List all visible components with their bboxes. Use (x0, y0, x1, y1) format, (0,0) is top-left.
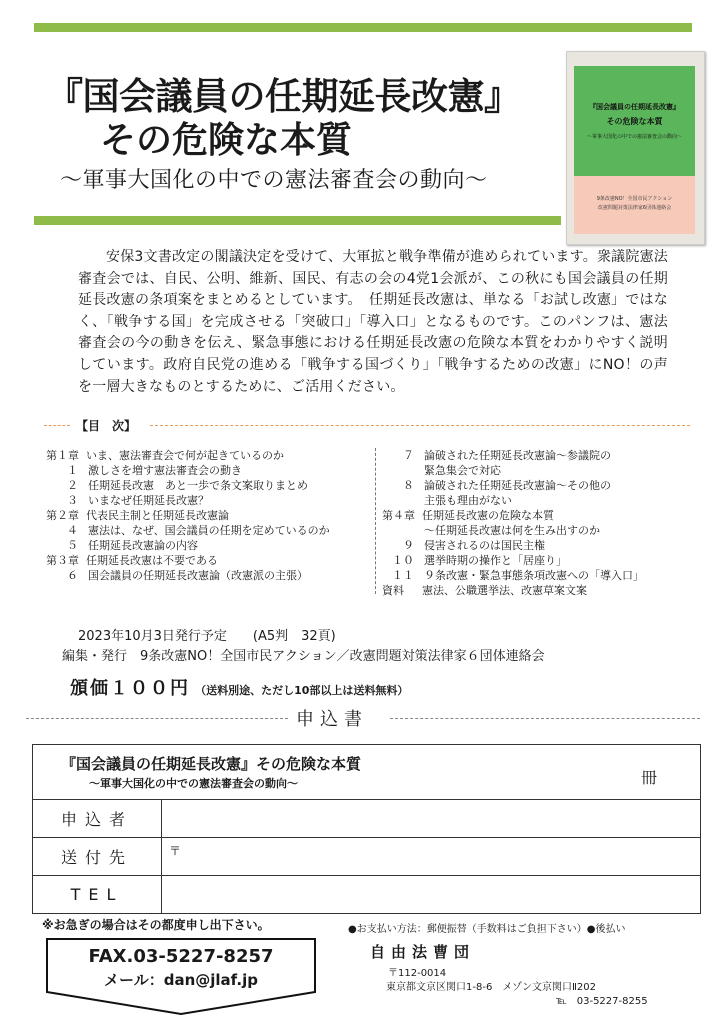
toc-item-text: 論破された任期延長改憲論～参議院の (424, 449, 611, 462)
toc-item-number: ３ (67, 494, 78, 507)
toc-item-number: ２ (67, 479, 78, 492)
applicant-row[interactable] (33, 800, 700, 838)
order-book-row (33, 745, 700, 800)
order-divider-left (26, 718, 288, 719)
book-cover-title1: 『国会議員の任期延長改憲』 (589, 103, 680, 111)
toc-item-number: 第２章 (46, 509, 79, 522)
toc-item (382, 523, 644, 538)
toc-item (382, 538, 644, 553)
toc-left-column (46, 448, 330, 583)
toc-divider-left (44, 425, 70, 426)
toc-item-number: １０ (392, 554, 414, 567)
toc-item-text: 代表民主制と任期延長改憲論 (86, 509, 229, 522)
toc-item-number: ９ (403, 539, 414, 552)
toc-item-number: ４ (67, 524, 78, 537)
toc-item (382, 493, 644, 508)
order-book-subtitle: ～軍事大国化の中での憲法審査会の動向～ (89, 777, 298, 790)
toc-item-number (382, 463, 424, 478)
toc-item (382, 568, 644, 583)
toc-item (382, 478, 644, 493)
toc-item-text: いまなぜ任期延長改憲？ (88, 494, 209, 507)
toc-item-number: ７ (403, 449, 414, 462)
toc-item-number: 第４章 (382, 509, 415, 522)
toc-right-column (382, 448, 644, 598)
toc-column-divider (375, 448, 376, 594)
book-cover-pink-panel (574, 176, 695, 234)
toc-item (382, 463, 644, 478)
order-form-heading: 申込書 (296, 709, 368, 730)
org-tel: ℡ 03-5227-8255 (556, 996, 648, 1007)
toc-item-text: 憲法、公職選挙法、改憲草案文案 (422, 584, 587, 597)
intro-paragraph: 安保3文書改定の閣議決定を受けて、大軍拡と戦争準備が進められています。衆議院憲法審査会では、自民、公明、維新、国民、有志の会の4党1会派が、この秋にも国会議員の任期延長改憲の条項案をまとめるとしています。 任期延長改憲は、単なる「お試し改憲」ではなく、「戦争する国」を完成させる「突破口」「導入口」となるものです。このパンフは、憲法審査会の今の動きを伝え、緊急事態における任期延長改憲の危険な本質をわかりやすく説明しています。政府自民党の進める「戦争する国づくり」「戦争するための改憲」にNO！の声を一層大きなものとするために、ご活用ください。 (78, 249, 668, 395)
toc-item (46, 448, 330, 463)
toc-item-text: 激しさを増す憲法審査会の動き (88, 464, 242, 477)
toc-item-text: ９条改憲・緊急事態条項改憲への「導入口」 (424, 569, 644, 582)
address-row[interactable] (33, 838, 700, 876)
toc-item-text: 任期延長改憲は不要である (86, 554, 218, 567)
toc-item-number: 第３章 (46, 554, 79, 567)
order-form (32, 744, 701, 914)
toc-item-number: ６ (67, 569, 78, 582)
fax-number: FAX.03-5227-8257 (88, 946, 274, 967)
book-cover-subtitle: ～軍事大国化の中での憲法審査会の動向～ (586, 134, 682, 140)
book-cover-publisher1: 9条改憲NO！全国市民アクション (596, 196, 673, 202)
toc-item (382, 508, 644, 523)
toc-item-number: １ (67, 464, 78, 477)
toc-item-text: 任期延長改憲論の内容 (88, 539, 198, 552)
fax-contact-box (46, 938, 316, 989)
toc-item-text: 国会議員の任期延長改憲論（改憲派の主張） (88, 569, 308, 582)
toc-item-number: 資料 (382, 584, 404, 597)
price-main: 頒価１００円 (70, 678, 190, 699)
address-field[interactable]: 〒 (169, 844, 182, 858)
urgent-note: ※お急ぎの場合はその都度申し出下さい。 (42, 918, 270, 932)
toc-item-number: １１ (392, 569, 414, 582)
toc-item (46, 568, 330, 583)
page-title-line1: 『国会議員の任期延長改憲』 (46, 75, 521, 118)
quantity-unit: 冊 (641, 768, 658, 787)
toc-item (46, 523, 330, 538)
toc-item (382, 448, 644, 463)
top-accent-bar (34, 23, 692, 32)
toc-item-text: 緊急集会で対応 (424, 464, 501, 477)
email-address[interactable]: メール：dan@jlaf.jp (104, 971, 258, 989)
toc-item-number: 第１章 (46, 449, 79, 462)
payment-note: ●お支払い方法：郵便振替（手数料はご負担下さい）●後払い (348, 924, 626, 935)
toc-item-text: いま、憲法審査会で何が起きているのか (86, 449, 284, 462)
toc-item (46, 463, 330, 478)
toc-item-text: 任期延長改憲 あと一歩で条文案取りまとめ (88, 479, 308, 492)
toc-divider-right (150, 425, 690, 426)
title-underline-bar (34, 216, 561, 225)
toc-heading: 【目 次】 (76, 419, 137, 433)
publication-date: 2023年10月3日発行予定 (A5判 32頁) (78, 629, 336, 644)
toc-item (46, 538, 330, 553)
toc-item (46, 493, 330, 508)
toc-item-number: ８ (403, 479, 414, 492)
book-cover-title2: その危険な本質 (606, 117, 663, 126)
publisher-line: 編集・発行 9条改憲NO！全国市民アクション／改憲問題対策法律家６団体連絡会 (62, 649, 545, 664)
book-cover-green-panel (574, 66, 695, 176)
book-cover-publisher2: 改憲問題対策法律家6団体連絡会 (597, 205, 672, 211)
toc-item (382, 553, 644, 568)
org-address: 東京都文京区関口1-8-6 メゾン文京関口Ⅱ202 (386, 982, 597, 993)
order-book-title: 『国会議員の任期延長改憲』その危険な本質 (61, 755, 362, 773)
toc-item (46, 553, 330, 568)
toc-item-number: ５ (67, 539, 78, 552)
toc-item-number (382, 493, 424, 508)
tel-row[interactable] (33, 876, 700, 913)
toc-item-text: ～任期延長改憲は何を生み出すのか (424, 524, 600, 537)
toc-item-text: 論破された任期延長改憲論～その他の (424, 479, 611, 492)
order-divider-right (390, 718, 700, 719)
org-name: 自由法曹団 (370, 943, 476, 961)
price-line (70, 674, 408, 700)
toc-item (382, 583, 644, 598)
page-subtitle: ～軍事大国化の中での憲法審査会の動向～ (60, 168, 488, 193)
toc-item-text: 選挙時期の操作と「居座り」 (424, 554, 567, 567)
toc-item-text: 侵害されるのは国民主権 (424, 539, 545, 552)
toc-item (46, 508, 330, 523)
price-note: （送料別途、ただし10部以上は送料無料） (195, 684, 409, 697)
toc-item-text: 憲法は、なぜ、国会議員の任期を定めているのか (88, 524, 330, 537)
toc-item-text: 任期延長改憲の危険な本質 (422, 509, 554, 522)
page-title-line2: その危険な本質 (100, 120, 353, 161)
toc-item-text: 主張も理由がない (424, 494, 512, 507)
address-label: 送付先 (33, 838, 162, 875)
applicant-label: 申込者 (33, 800, 162, 837)
tel-label: TEL (33, 876, 162, 913)
toc-item-number (382, 523, 424, 538)
org-postal: 〒112-0014 (388, 968, 447, 979)
book-cover-image (566, 51, 705, 245)
toc-item (46, 478, 330, 493)
